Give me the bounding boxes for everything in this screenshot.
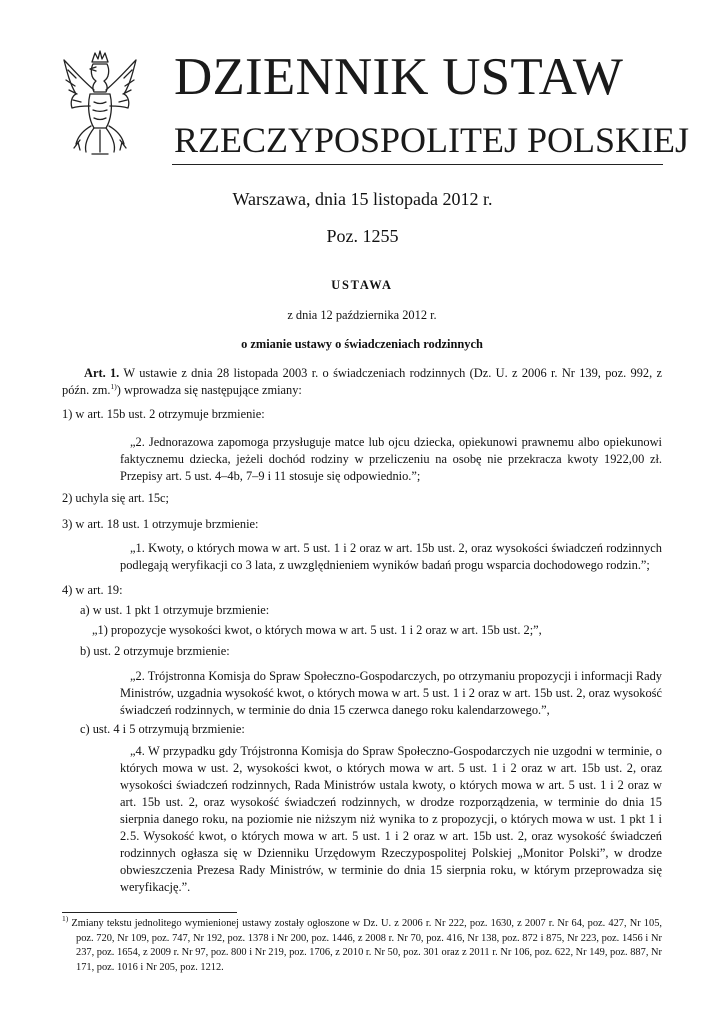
footnote-divider (62, 912, 237, 913)
amendment-3-intro: 3) w art. 18 ust. 1 otrzymuje brzmienie: (62, 517, 259, 531)
article-text: W ustawie z dnia 28 listopada 2003 r. o świadczeniach rodzinnych (Dz. U. z 2006 r. Nr 139, poz. 992, z późn. zm. (62, 366, 663, 397)
article-label: Art. 1. (84, 366, 120, 380)
act-date: z dnia 12 października 2012 r. (287, 308, 437, 322)
amendment-4b-intro: b) ust. 2 otrzymuje brzmienie: (80, 644, 230, 658)
publication-title: DZIENNIK USTAW (174, 48, 624, 106)
masthead-divider (172, 164, 663, 165)
act-type-heading: USTAWA (331, 278, 393, 292)
article-text-end: ) wprowadza się następujące zmiany: (116, 383, 302, 397)
footnote-text: Zmiany tekstu jednolitego wymienionej ustawy zostały ogłoszone w Dz. U. z 2006 r. Nr 222, poz. 1630, z 2007 r. Nr 64, poz. 427, Nr 105, poz. 720, Nr 109, poz. 747, Nr 192, poz. 1378 i Nr 200, poz. 1446, z 2008 r. Nr 70, poz. 416, Nr 138, poz. 872 i 875, Nr 223, poz. 1456 i Nr 237, poz. 1654, z 2009 r. Nr 97, poz. 800 i Nr 219, poz. 1706, z 2010 r. Nr 50, poz. 301 oraz z 2011 r. Nr 106, poz. 622, Nr 149, poz. 887, Nr 171, poz. 1016 i Nr 205, poz. 1212. (71, 918, 662, 973)
amendment-4-intro: 4) w art. 19: (62, 583, 123, 597)
footnote-reference: 1) (110, 382, 117, 391)
amendment-1-intro: 1) w art. 15b ust. 2 otrzymuje brzmienie: (62, 407, 265, 421)
footnote (62, 914, 662, 975)
amendment-3-quote: „1. Kwoty, o których mowa w art. 5 ust. 1 i 2 oraz w art. 15b ust. 2, oraz wysokości świadczeń rodzinnych podlegają weryfikacji co 3 lata, z uwzględnieniem wyników badań progu wsparcia dochodowego rodzin.”; (120, 541, 662, 572)
amendment-4c-intro: c) ust. 4 i 5 otrzymują brzmienie: (80, 722, 245, 736)
position-number: Poz. 1255 (326, 226, 399, 246)
issue-dateline: Warszawa, dnia 15 listopada 2012 r. (232, 189, 493, 209)
publication-subtitle: RZECZYPOSPOLITEJ POLSKIEJ (174, 120, 690, 160)
amendment-4b-quote: „2. Trójstronna Komisja do Spraw Społeczno-Gospodarczych, po otrzymaniu propozycji i informacji Rady Ministrów, uzgadnia wysokość kwot, o których mowa w art. 5 ust. 1 i 2 oraz w art. 15b ust. 2, oraz wysokość świadczeń rodzinnych, w terminie do dnia 15 czerwca danego roku kalendarzowego.”, (120, 669, 662, 717)
act-title: o zmianie ustawy o świadczeniach rodzinnych (241, 337, 483, 351)
amendment-2: 2) uchyla się art. 15c; (62, 491, 170, 505)
amendment-4c-quote-ust-4: „4. W przypadku gdy Trójstronna Komisja do Spraw Społeczno-Gospodarczych nie uzgodni w terminie, o których mowa w ust. 2, wysokości kwot, o których mowa w art. 5 ust. 1 i 2 oraz w art. 15b ust. 2, oraz wysokości świadczeń rodzinnych, Rada Ministrów ustala kwoty, o których mowa w art. 5 ust. 1 i 2 oraz w art. 15b ust. 2, oraz wysokość świadczeń rodzinnych, w drodze rozporządzenia, w terminie do dnia 15 sierpnia danego roku, na poziomie nie niższym niż wynika to z propozycji, o których mowa w ust. 1 pkt 1 i 2. (120, 744, 662, 843)
amendment-4a-intro: a) w ust. 1 pkt 1 otrzymuje brzmienie: (80, 603, 270, 617)
amendment-1-quote: „2. Jednorazowa zapomoga przysługuje matce lub ojcu dziecka, opiekunowi prawnemu albo opiekunowi faktycznemu dziecka, jeżeli dochód rodziny w przeliczeniu na osobę nie przekracza kwoty 1922,00 zł. Przepisy art. 5 ust. 4–4b, 7–9 i 11 stosuje się odpowiednio.”; (120, 435, 662, 483)
polish-eagle-emblem-icon (60, 48, 140, 158)
footnote-marker: 1) (62, 914, 69, 923)
amendment-4c-quote-ust-5: 5. Wysokość kwot, o których mowa w art. 5 ust. 1 i 2 oraz w art. 15b ust. 2, oraz wysokość świadczeń rodzinnych ogłasza się w Dzienniku Urzędowym Rzeczypospolitej Polskiej „Monitor Polski”, w drodze obwieszczenia Prezesa Rady Ministrów, w terminie do dnia 15 sierpnia roku, w którym przeprowadza się weryfikację.”. (120, 829, 662, 894)
amendment-4a-quote: „1) propozycje wysokości kwot, o których mowa w art. 5 ust. 1 i 2 oraz w art. 15b ust. 2;”, (92, 623, 542, 637)
article-1-intro (62, 365, 662, 399)
